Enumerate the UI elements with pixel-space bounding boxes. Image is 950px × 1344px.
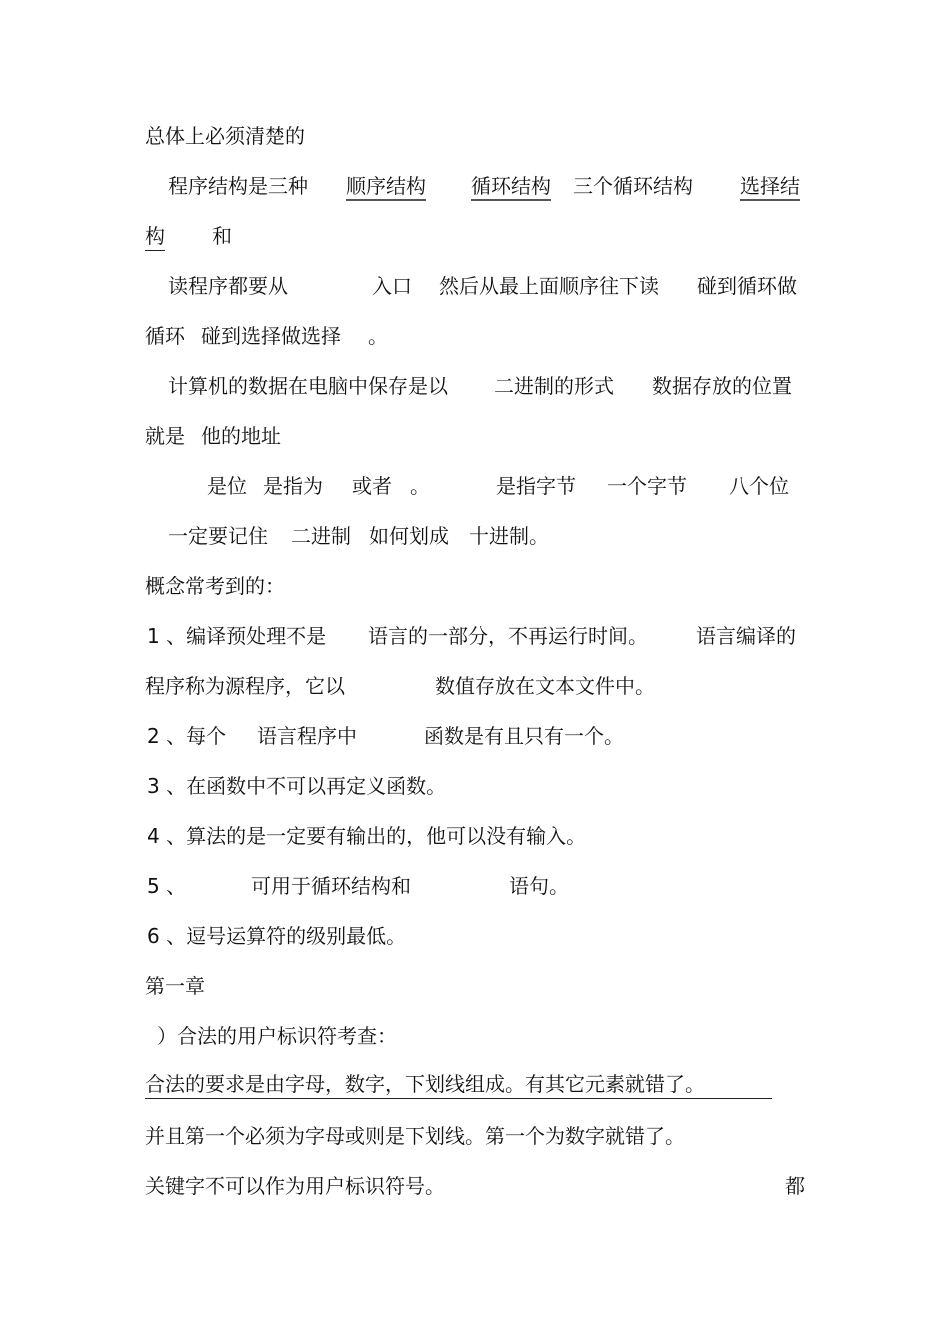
text-segment: 。 <box>368 324 388 348</box>
line-binary-decimal <box>0 524 950 548</box>
heading-concepts: 概念常考到的： <box>145 574 285 598</box>
chapter-heading: 第一章 <box>145 974 205 998</box>
text-segment: 可用于循环结构和 <box>251 874 411 898</box>
text-segment: 是指字节 <box>496 474 576 498</box>
text-segment: 都 <box>785 1174 805 1198</box>
text-segment: 读程序都要从 <box>168 274 288 298</box>
list-item-1 <box>0 624 950 648</box>
list-item-2 <box>0 724 950 748</box>
text-segment: 循环 <box>145 324 185 348</box>
line-read-program <box>0 274 950 298</box>
text-segment: 5 、 <box>147 874 187 898</box>
list-item-5 <box>0 874 950 898</box>
underlined-term: 循环结构 <box>471 174 551 201</box>
text-segment: 关键字不可以作为用户标识符号。 <box>145 1174 445 1198</box>
section-heading: ）合法的用户标识符考查： <box>157 1024 397 1048</box>
underlined-term: 顺序结构 <box>346 174 426 201</box>
line-data-storage <box>0 374 950 398</box>
text-segment: 如何划成 <box>369 524 449 548</box>
line-data-storage-cont <box>0 424 950 448</box>
text-segment: 八个位 <box>729 474 789 498</box>
list-item-1-cont <box>0 674 950 698</box>
heading-overview: 总体上必须清楚的 <box>145 124 305 148</box>
paragraph-rule-3 <box>0 1174 950 1198</box>
text-segment: 二进制的形式 <box>494 374 614 398</box>
text-segment: 是位 <box>207 474 247 498</box>
line-structures-cont <box>0 224 950 248</box>
text-segment: 一定要记住 <box>168 524 268 548</box>
text-segment: 。 <box>410 474 430 498</box>
text-segment: 语言编译的 <box>696 624 796 648</box>
text-segment: 二进制 <box>291 524 351 548</box>
list-item-4: 4 、算法的是一定要有输出的，他可以没有输入。 <box>147 824 587 848</box>
text-segment: 语言的一部分，不再运行时间。 <box>368 624 648 648</box>
text-segment: 三个循环结构 <box>573 174 693 198</box>
underlined-term: 选择结 <box>740 174 800 201</box>
text-segment: 1 、编译预处理不是 <box>147 624 327 648</box>
text-segment: 计算机的数据在电脑中保存是以 <box>168 374 448 398</box>
paragraph-rule-2: 并且第一个必须为字母或则是下划线。第一个为数字就错了。 <box>145 1124 685 1148</box>
text-segment: 程序结构是三种 <box>168 174 308 198</box>
text-segment: 程序称为源程序，它以 <box>145 674 345 698</box>
list-item-3: 3 、在函数中不可以再定义函数。 <box>147 774 447 798</box>
text-segment: 语句。 <box>509 874 569 898</box>
underlined-term: 构 <box>145 224 165 251</box>
text-segment: 数据存放的位置 <box>652 374 792 398</box>
text-segment: 一个字节 <box>607 474 687 498</box>
text-segment: 十进制。 <box>469 524 549 548</box>
text-segment: 他的地址 <box>201 424 281 448</box>
text-segment: 碰到选择做选择 <box>201 324 341 348</box>
text-segment: 或者 <box>352 474 392 498</box>
paragraph-rule-1: 合法的要求是由字母，数字，下划线组成。有其它元素就错了。 <box>145 1072 772 1099</box>
line-read-program-cont <box>0 324 950 348</box>
list-item-6: 6 、逗号运算符的级别最低。 <box>147 924 407 948</box>
text-segment: 然后从最上面顺序往下读 <box>439 274 659 298</box>
text-segment: 就是 <box>145 424 185 448</box>
text-segment: 函数是有且只有一个。 <box>424 724 624 748</box>
line-structures <box>0 174 950 198</box>
text-segment: 入口 <box>372 274 412 298</box>
text-segment: 语言程序中 <box>257 724 357 748</box>
text-segment: 是指为 <box>263 474 323 498</box>
text-segment: 碰到循环做 <box>697 274 797 298</box>
text-segment: 和 <box>212 224 232 248</box>
line-bits-bytes <box>0 474 950 498</box>
text-segment: 2 、每个 <box>147 724 227 748</box>
text-segment: 数值存放在文本文件中。 <box>435 674 655 698</box>
